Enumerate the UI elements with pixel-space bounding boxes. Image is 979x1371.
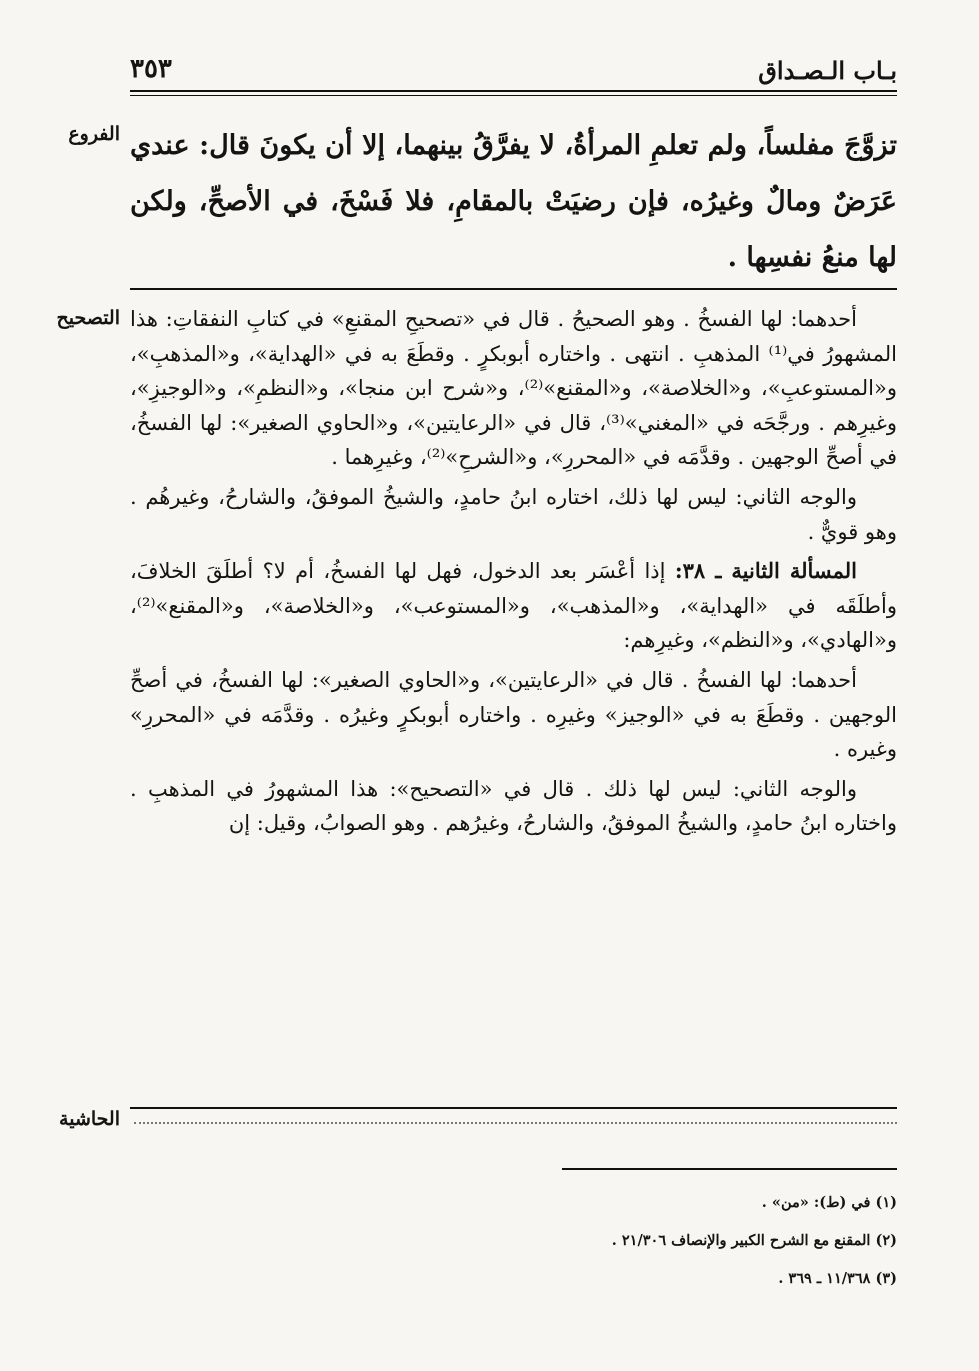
tashih-paragraph-4: أحدهما: لها الفسخُ . قال في «الرعايتين»، و«الحاوي الصغير»: لها الفسخُ، في أصحِّ الوجهين . وقطَعَ به في «الوجيز» وغيرِه . واختاره أبوبكرٍ وغيرُه . وقدَّمَه في «المحررِ» وغيره . <box>130 667 897 762</box>
tashih-section <box>130 302 897 846</box>
footnote-3: (٣) ١١/٣٦٨ ـ ٣٦٩ . <box>778 1270 897 1287</box>
footnote-1: (١) في (ط): «من» . <box>761 1194 897 1211</box>
tashih-paragraph-1: أحدهما: لها الفسخُ . وهو الصحيحُ . قال في «تصحيحِ المقنعِ» في كتابِ النفقاتِ: هذا المشهورُ في⁽¹⁾ المذهبِ . انتهى . واختاره أبوبكرٍ . وقطَعَ به في «الهداية»، و«المذهبِ»، و«المستوعبِ»، و«الخلاصة»، و«المقنع»⁽²⁾، و«شرح ابن منجا»، و«النظمِ»، و«الوجيزِ»، وغيرِهم . ورجَّحَه في «المغني»⁽³⁾، قال في «الرعايتين»، و«الحاوي الصغير»: لها الفسخُ، في أصحِّ الوجهين . وقدَّمَه في «المحررِ»، و«الشرحِ»⁽²⁾، وغيرِهما . <box>130 307 898 470</box>
page-number: ٣٥٣ <box>130 54 172 84</box>
section-divider <box>130 288 897 290</box>
issue-heading: المسألة الثانية ـ ٣٨: <box>674 558 857 584</box>
header-rule-thick <box>130 90 897 92</box>
footnote-separator <box>562 1168 897 1170</box>
side-label-tashih: التصحيح <box>56 307 120 329</box>
tashih-paragraph-5: والوجه الثاني: ليس لها ذلك . قال في «التصحيح»: هذا المشهورُ في المذهبِ . واختاره ابنُ حامدٍ، والشيخُ الموفقُ، والشارحُ، وغيرُهم . وهو الصوابُ، وقيل: إن <box>130 776 897 836</box>
side-label-furu: الفروع <box>68 123 120 145</box>
tashih-paragraph-2: والوجه الثاني: ليس لها ذلك، اختاره ابنُ حامدٍ، والشيخُ الموفقُ، والشارحُ، وغيرهُم . وهو قويٌّ . <box>130 484 897 544</box>
furu-section <box>130 118 897 286</box>
footnote-2: (٢) المقنع مع الشرح الكبير والإنصاف ٢١/٣٠٦ . <box>611 1232 897 1249</box>
running-header <box>130 48 897 88</box>
tashih-paragraph-3: المسألة الثانية ـ ٣٨: إذا أعْسَر بعد الدخول، فهل لها الفسخُ، أم لا؟ أطلَقَ الخلافَ، وأطلَقَه في «الهداية»، و«المذهب»، و«المستوعب»، و«الخلاصة»، و«المقنع»⁽²⁾، و«الهادي»، و«النظم»، وغيرِهم: <box>130 558 897 653</box>
side-label-hashiya: الحاشية <box>59 1108 120 1130</box>
furu-paragraph: تزوَّجَ مفلساً، ولم تعلمِ المرأةُ، لا يفرَّقُ بينهما، إلا أن يكونَ قال: عندي عَرَضٌ ومالٌ وغيرُه، فإن رضيَتْ بالمقامِ، فلا فَسْخَ، في الأصحِّ، ولكن لها منعُ نفسِها . <box>130 130 897 273</box>
footnotes <box>400 1184 897 1298</box>
chapter-title: بـاب الـصـداق <box>758 56 897 85</box>
section-divider-bottom <box>130 1107 897 1109</box>
hashiya-dotted-line <box>134 1122 897 1124</box>
header-rule-thin <box>130 95 897 96</box>
